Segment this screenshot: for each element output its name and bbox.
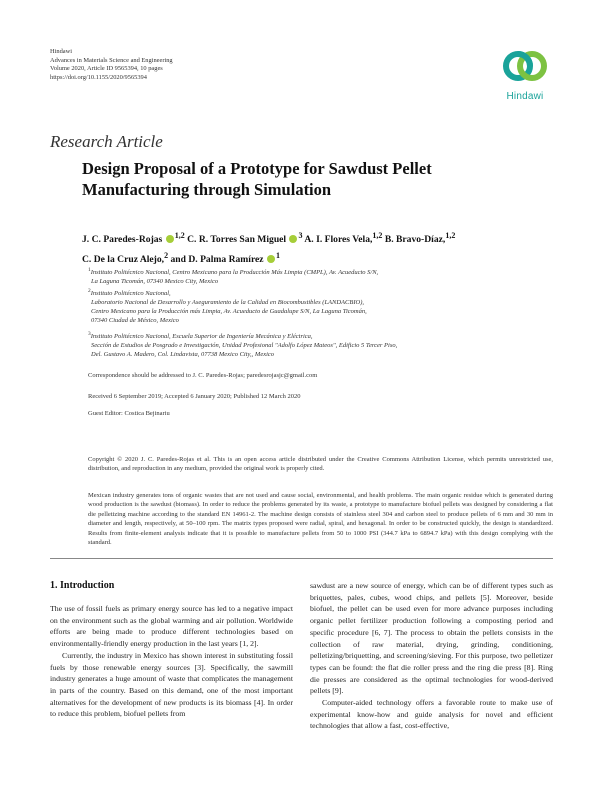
affiliation-2: $^2$Instituto Politécnico Nacional, Laboratorio Nacional de Desarrollo y Aseguramiento de la Calidad en Biocombustibles (LANDACBIO), Centro Mexicano para la Producción más Limpia, Av. Acueducto de Guadalupe S/N, La Laguna Ticomán, 07340 Ciudad de México, Mexico (88, 288, 367, 325)
section-heading: 1. Introduction (50, 580, 115, 591)
guest-editor: Guest Editor: Costica Bejinariu (88, 410, 170, 417)
journal-header (50, 48, 173, 82)
author-name: J. C. Paredes-Rojas (82, 234, 163, 246)
affiliation-3: $^3$Instituto Politécnico Nacional, Escuela Superior de Ingeniería Mecánica y Eléctrica, Sección de Estudios de Posgrado e Investigación, Unidad Profesional "Adolfo López Mateos", Edificio 5 Tercer Piso, Del. Gustavo A. Madero, Col. Lindavista, 07738 Mexico City,, Mexico (88, 331, 398, 359)
author-separator: and (170, 254, 186, 266)
article-dates: Received 6 September 2019; Accepted 6 January 2020; Published 12 March 2020 (88, 393, 301, 400)
affiliation-1: $^1$Instituto Politécnico Nacional, Centro Mexicano para la Producción Más Limpia (CMPL), Av. Acueducto S/N, La Laguna Ticomán, 07340 Mexico City, Mexico (88, 267, 379, 286)
paragraph: Computer-aided technology offers a favorable route to make use of experimental know-how and guide analysis for novel and efficient technologies that allow a fast, cost-effective, (310, 698, 553, 731)
doi-link[interactable]: https://doi.org/10.1155/2020/9565394 (50, 73, 147, 81)
paper-title (82, 158, 552, 200)
divider (50, 558, 553, 559)
orcid-icon[interactable] (289, 235, 297, 243)
publisher-logo (497, 42, 553, 102)
paragraph: sawdust are a new source of energy, which can be of different types such as briquettes, pales, cubes, wood chips, and pellets [5]. Moreover, beside biofuel, the pellet can be used even for more advance purposes including organic pellet fertilizer production following a composting period and specific procedure [6, 7]. The process to obtain the pellets consists in the collection of raw material, drying, grinding, conditioning, pelletizing/briquetting, and screening/sieving. For this purpose, two pelletizer types can be found: the flat die roller press and the ring die press [8]. Ring die presses are considered as the optimal technologies for wood-derived pellets [9]. (310, 581, 553, 696)
journal-name: Advances in Materials Science and Engineering (50, 56, 173, 64)
volume-info: Volume 2020, Article ID 9565394, 10 pages (50, 65, 163, 73)
abstract: Mexican industry generates tons of organic wastes that are not used and cause social, environmental, and health problems. The main organic residue which is generated during wood production is the sawdust (biomass). In order to reduce the problems generated by its waste, a prototype to manufacture biofuel pellets was designed by considering a flat die pelletizing machine according to the standard EN 14961-2. The machine design consists of stainless steel 304 and carbon steel to produce pellets of 6 mm and 30 mm in diameter and length, respectively, at 50–100 rpm. The matrix types proposed were radial, spiral, and hexagonal. In order to be constructed quickly, the design is standardized. Results from finite-element analysis indicate that it is possible to manufacture pellets from 50 to 1000 PSI (344.7 kPa to 6894.7 kPa) with this design complying with the standard. (88, 492, 553, 547)
paragraph: Currently, the industry in Mexico has shown interest in substituting fossil fuels by those renewable energy sources [3]. Specifically, the sawmill industry generates a huge amount of waste that complicates the management in parts of the country. Based on this demand, one of the most important alternatives for the development of new products is its biomass [4]. In order to reduce this problem, biofuel pellets from (50, 650, 293, 719)
left-column (50, 603, 293, 720)
correspondence: Correspondence should be addressed to J. C. Paredes-Rojas; paredesrojasjc@gmail.com (88, 372, 318, 379)
author-name: D. Palma Ramírez (188, 254, 264, 266)
publisher-name: Hindawi (50, 48, 73, 55)
title-line-1: Design Proposal of a Prototype for Sawdust Pellet (82, 159, 432, 178)
author-list: J. C. Paredes-Rojas $^{1,2}$ C. R. Torres San Miguel $^3$ A. I. Flores Vela,$^{1,2}$ B. Bravo-Díaz,$^{1,2}$ C. De la Cruz Alejo,$^2$ and D. Palma Ramírez $^1$ (82, 231, 456, 266)
author-name: B. Bravo-Díaz, (384, 234, 446, 246)
orcid-icon[interactable] (267, 255, 275, 263)
author-name: C. De la Cruz Alejo, (82, 254, 165, 266)
article-type: Research Article (50, 132, 163, 151)
author-name: A. I. Flores Vela, (304, 234, 373, 246)
paragraph: The use of fossil fuels as primary energy source has led to a negative impact on the environment such as the global warming and air pollution. Worldwide efforts are being made to produce different technologies based on environmentally-friendly energy production in the last years [1, 2]. (50, 604, 293, 649)
right-column (310, 580, 553, 732)
orcid-icon[interactable] (166, 235, 174, 243)
title-line-2: Manufacturing through Simulation (82, 180, 332, 199)
copyright-notice: Copyright © 2020 J. C. Paredes-Rojas et al. This is an open access article distributed under the Creative Commons Attribution License, which permits unrestricted use, distribution, and reproduction in any medium, provided the original work is properly cited. (88, 456, 553, 472)
author-name: C. R. Torres San Miguel (187, 234, 287, 246)
hindawi-logo-icon (497, 42, 553, 88)
logo-wordmark: Hindawi (506, 91, 544, 102)
